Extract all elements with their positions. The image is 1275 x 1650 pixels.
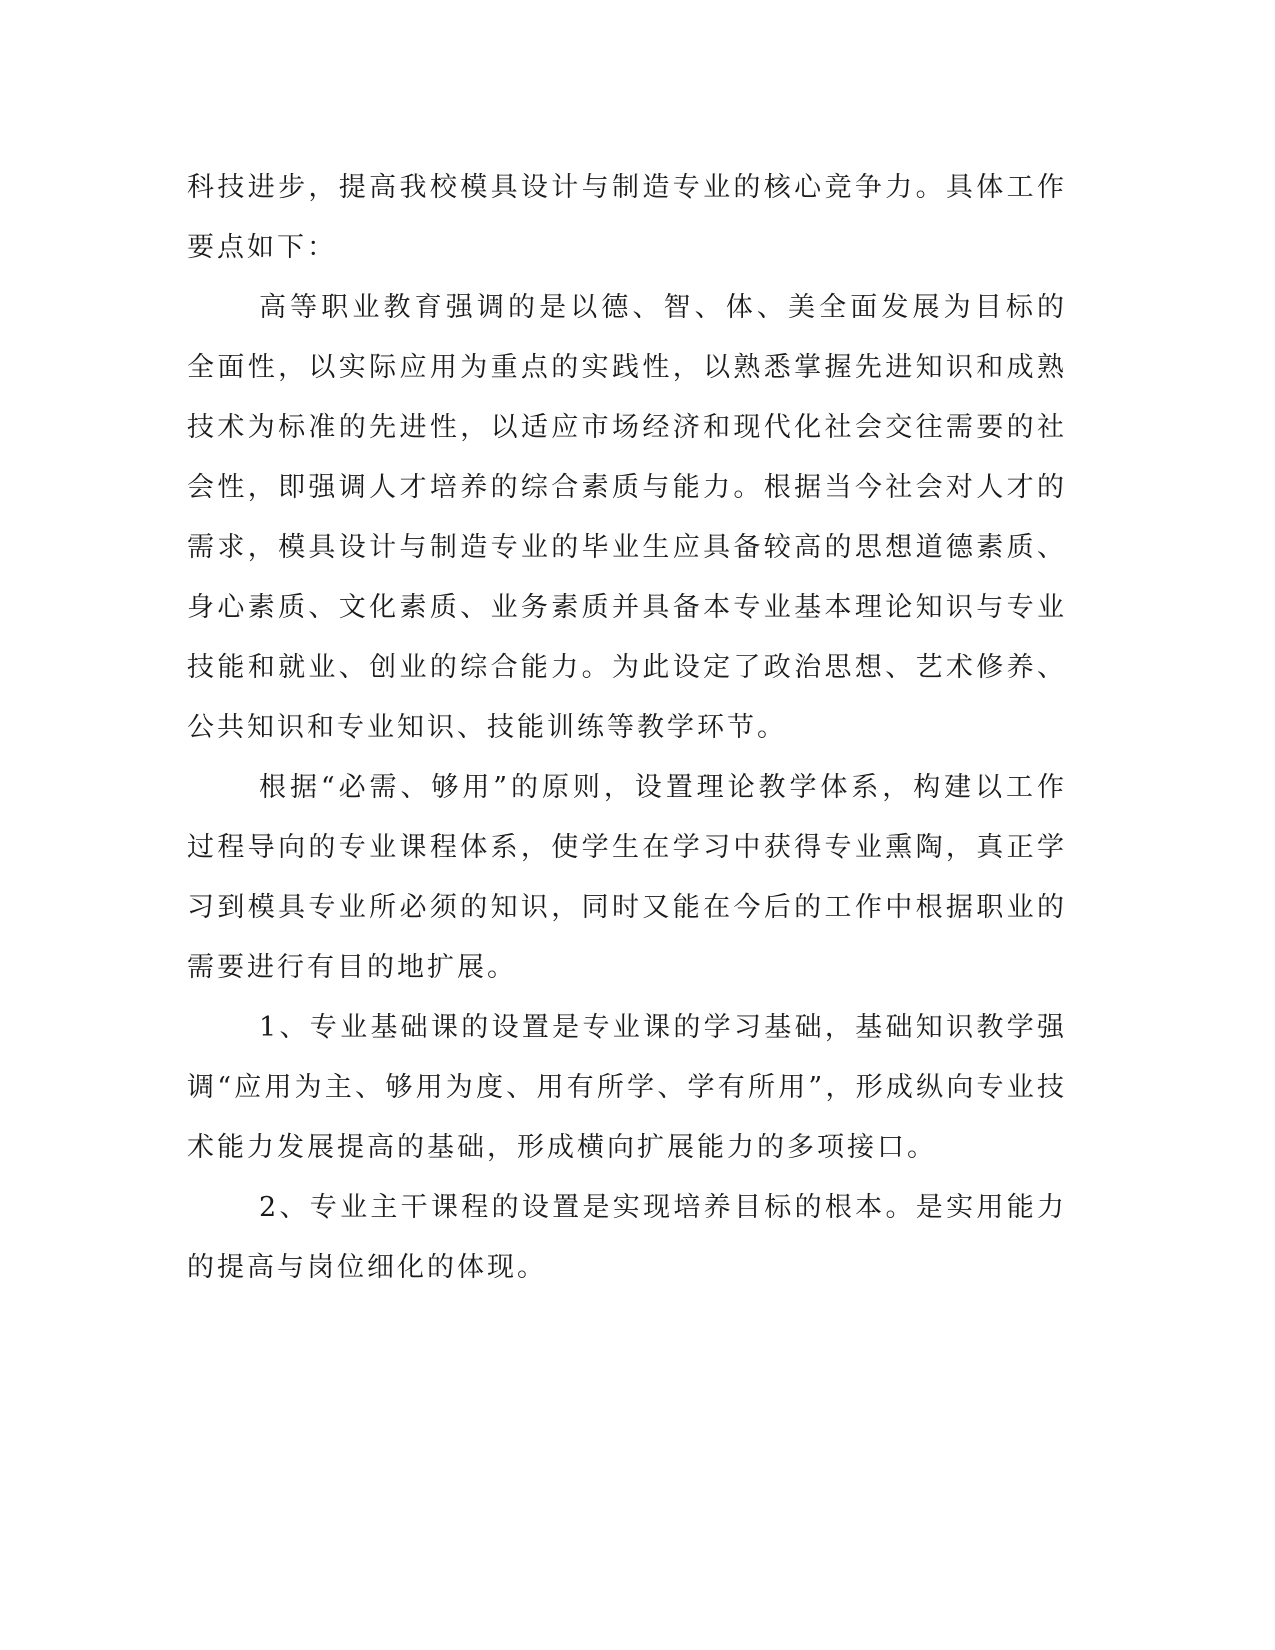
paragraph-basic-courses: 1、专业基础课的设置是专业课的学习基础，基础知识教学强调“应用为主、够用为度、用有所学、学有所用”，形成纵向专业技术能力发展提高的基础，形成横向扩展能力的多项接口。: [187, 1012, 1067, 1163]
paragraph-curriculum-principle: 根据“必需、够用”的原则，设置理论教学体系，构建以工作过程导向的专业课程体系，使学生在学习中获得专业熏陶，真正学习到模具专业所必须的知识，同时又能在今后的工作中根据职业的需要进行有目的地扩展。: [187, 772, 1067, 983]
paragraph-core-courses: 2、专业主干课程的设置是实现培养目标的根本。是实用能力的提高与岗位细化的体现。: [187, 1192, 1067, 1283]
paragraph-continuation: 科技进步，提高我校模具设计与制造专业的核心竞争力。具体工作要点如下：: [187, 172, 1067, 263]
paragraph-education-goals: 高等职业教育强调的是以德、智、体、美全面发展为目标的全面性，以实际应用为重点的实践性，以熟悉掌握先进知识和成熟技术为标准的先进性，以适应市场经济和现代化社会交往需要的社会性，即强调人才培养的综合素质与能力。根据当今社会对人才的需求，模具设计与制造专业的毕业生应具备较高的思想道德素质、身心素质、文化素质、业务素质并具备本专业基本理论知识与专业技能和就业、创业的综合能力。为此设定了政治思想、艺术修养、公共知识和专业知识、技能训练等教学环节。: [187, 292, 1067, 743]
document-body: [187, 158, 1067, 1298]
